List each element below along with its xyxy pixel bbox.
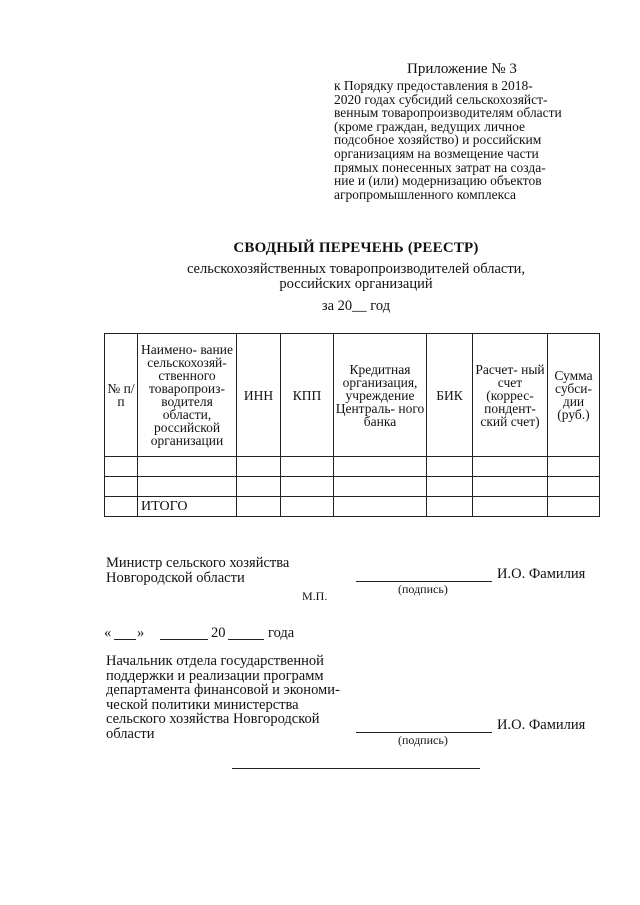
- appendix-line: ние и (или) модернизацию объектов: [334, 173, 542, 189]
- appendix-line: агропромышленного комплекса: [334, 186, 516, 202]
- table-cell: [548, 477, 600, 497]
- table-cell: [281, 477, 334, 497]
- table-cell: [427, 477, 473, 497]
- table-cell: [427, 457, 473, 477]
- position-line: поддержки и реализации программ: [106, 667, 324, 684]
- table-cell: [427, 497, 473, 517]
- table-cell: [237, 477, 281, 497]
- table-total-row: [105, 497, 600, 517]
- date-century: 20: [211, 625, 226, 641]
- registry-table: [104, 333, 600, 517]
- total-label: ИТОГО: [138, 497, 237, 517]
- table-cell: [281, 457, 334, 477]
- appendix-description: [334, 79, 602, 201]
- table-cell: [473, 477, 548, 497]
- subtitle-line: сельскохозяйственных товаропроизводителей области,: [186, 261, 526, 277]
- appendix-line: организациям на возмещение части: [334, 145, 539, 161]
- header-number: № п/п: [105, 334, 138, 457]
- position-line: области: [106, 725, 155, 742]
- date-month-blank: [160, 639, 208, 640]
- appendix-title: Приложение № 3: [407, 61, 517, 77]
- head-signature-caption: (подпись): [398, 733, 448, 747]
- date-suffix: года: [268, 625, 295, 641]
- table-cell: [334, 497, 427, 517]
- date-year-blank: [228, 639, 264, 640]
- position-line: ческой политики министерства: [106, 696, 299, 713]
- position-line: Министр сельского хозяйства: [106, 555, 290, 571]
- table-row: [105, 477, 600, 497]
- appendix-line: венным товаропроизводителям области: [334, 105, 562, 121]
- table-cell: [548, 457, 600, 477]
- table-header-row: [105, 334, 600, 457]
- minister-name: И.О. Фамилия: [497, 566, 586, 582]
- head-name: И.О. Фамилия: [497, 717, 586, 733]
- header-inn: ИНН: [237, 334, 281, 457]
- table-row: [105, 457, 600, 477]
- table-cell: [548, 497, 600, 517]
- date-open-quote: «: [104, 625, 112, 641]
- table-cell: [334, 457, 427, 477]
- position-line: Начальник отдела государственной: [106, 653, 324, 669]
- head-position: [106, 654, 340, 741]
- table-cell: [237, 457, 281, 477]
- stamp-placeholder: М.П.: [302, 589, 328, 603]
- document-year-line: за 20__ год: [321, 298, 391, 314]
- subtitle-line: российских организаций: [279, 275, 433, 292]
- header-producer-name: Наимено- вание сельскохозяй- ственного товаропроиз- водителя области, российской организации: [138, 334, 237, 457]
- minister-position: [106, 556, 289, 585]
- position-line: сельского хозяйства Новгородской: [106, 711, 320, 727]
- appendix-line: (кроме граждан, ведущих личное: [334, 118, 526, 134]
- table-cell: [138, 477, 237, 497]
- table-cell: [334, 477, 427, 497]
- document-subtitle: [0, 262, 640, 291]
- minister-signature-caption: (подпись): [398, 582, 448, 596]
- header-bik: БИК: [427, 334, 473, 457]
- date-close-quote: »: [137, 625, 145, 641]
- table-cell: [138, 457, 237, 477]
- position-line: департамента финансовой и экономи-: [106, 682, 340, 698]
- date-day-blank: [114, 639, 136, 640]
- table-cell: [105, 497, 138, 517]
- table-cell: [473, 497, 548, 517]
- header-account: Расчет- ный счет (коррес- пондент- ский счет): [473, 334, 548, 457]
- table-cell: [473, 457, 548, 477]
- table-cell: [281, 497, 334, 517]
- appendix-line: к Порядку предоставления в 2018-: [334, 78, 533, 93]
- header-credit-organization: Кредитная организация, учреждение Централь- ного банка: [334, 334, 427, 457]
- appendix-line: прямых понесенных затрат на созда-: [334, 159, 546, 175]
- appendix-line: подсобное хозяйство) и российским: [334, 132, 542, 148]
- closing-separator-line: [232, 768, 480, 769]
- table-cell: [105, 477, 138, 497]
- position-line: Новгородской области: [106, 569, 245, 586]
- table-cell: [105, 457, 138, 477]
- header-subsidy-amount: Сумма субси- дии (руб.): [548, 334, 600, 457]
- header-kpp: КПП: [281, 334, 334, 457]
- document-title: СВОДНЫЙ ПЕРЕЧЕНЬ (РЕЕСТР): [233, 240, 479, 256]
- appendix-line: 2020 годах субсидий сельскохозяйст-: [334, 91, 548, 107]
- table-cell: [237, 497, 281, 517]
